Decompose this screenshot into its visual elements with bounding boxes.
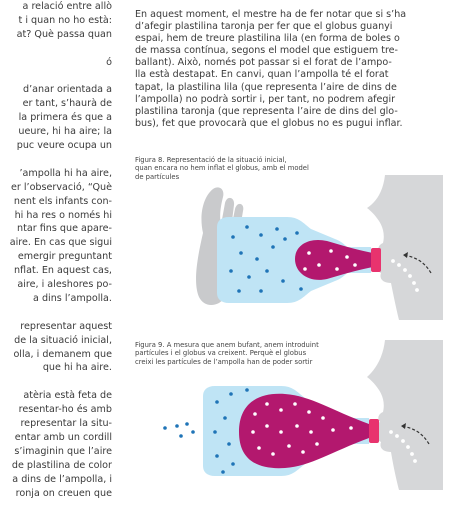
caption-line: de partícules [135, 172, 180, 181]
left-text-line: puc veure ocupa un [16, 140, 112, 151]
left-text-line: emergir preguntant [17, 251, 112, 263]
main-paragraph [135, 9, 445, 130]
caption-line: quan encara no hem inflat el globus, amb el model [135, 164, 309, 173]
main-text-line: lla està destapat. En canvi, quan l’ampolla té el forat [135, 69, 389, 81]
caption-line: Figura 9. A mesura que anem bufant, anem introduint [135, 341, 319, 349]
balloon-shape [295, 240, 373, 280]
left-text-line: a dins de l’ampolla, i [12, 473, 112, 485]
left-text-line: representar la situ- [20, 418, 112, 429]
figure8-illustration [185, 175, 443, 320]
left-text-line: er l’observació, “Què [10, 181, 112, 193]
left-text-line: ntar fins que apare- [17, 223, 112, 235]
main-text-line: ballant). Això, només pot passar si el forat de l’ampo- [135, 57, 392, 69]
main-text-line: de massa contínua, segons el model que estiguem tre- [135, 45, 398, 57]
left-text-line: s’imaginin que l’aire [14, 445, 112, 457]
main-text-line: l’ampolla) no podrà sortir i, per tant, no podrem afegir [135, 93, 396, 105]
main-text-line: bus), fet que provocarà que el globus no es pugui inflar. [135, 117, 403, 129]
left-text-line: aire. En cas que sigui [9, 237, 112, 249]
left-text-line: que hi ha aire. [42, 362, 112, 374]
left-text-line: entar amb un cordill [14, 431, 112, 443]
left-text-line: ’ampolla hi ha aire, [19, 167, 112, 179]
left-text-line: nflat. En aquest cas, [13, 265, 112, 277]
left-text-line: resentar-ho és amb [18, 404, 112, 416]
left-text-line: de la situació inicial, [14, 334, 112, 346]
left-text-line: ronja on creuen que [15, 487, 112, 499]
left-text-line: hi ha res o només hi [14, 209, 112, 221]
main-text-line: tapat, la plastilina lila (que representa l’aire de dins de [135, 81, 397, 93]
left-text-line: la primera és que a [18, 112, 112, 124]
left-text-line: ó [106, 56, 112, 68]
figure9-illustration [155, 340, 443, 490]
left-text-column [0, 0, 118, 509]
left-text-line: a dins l’ampolla. [33, 292, 112, 304]
left-text-line: de plastilina de color [11, 459, 112, 471]
main-text-column [135, 9, 445, 130]
left-text-line: ueure, hi ha aire; la [18, 126, 112, 138]
caption-line: creixi les partícules de l’ampolla han de poder sortir [135, 357, 313, 366]
left-text-line: atèria està feta de [23, 390, 112, 402]
left-text-line: representar aquest [20, 320, 112, 332]
left-text-line: er tant, s’haurà de [22, 98, 112, 110]
left-text-line: t i quan no ho està: [18, 14, 112, 26]
left-text-line: at? Què passa quan [16, 28, 112, 40]
caption-line: Figura 8. Representació de la situació inicial, [135, 156, 287, 164]
face-silhouette [367, 340, 443, 490]
left-text-line: aire, i aleshores po- [17, 279, 112, 290]
left-text-line: a relació entre allò [22, 1, 112, 12]
escaping-particles [163, 422, 195, 438]
main-text-line: En aquest moment, el mestre ha de fer notar que si s’ha [135, 9, 407, 20]
main-text-line: plastilina taronja (que representa l’aire de dins del glo- [135, 105, 398, 117]
left-text-line: olla, i demanem que [13, 348, 112, 360]
caption-line: partícules i el globus va creixent. Perquè el globus [135, 349, 307, 358]
left-text-line: d’anar orientada a [23, 84, 112, 96]
bottle-neck-ring [371, 248, 381, 272]
face-silhouette [367, 175, 443, 320]
main-text-line: d’afegir plastilina taronja per fer que el globus guanyi [135, 21, 393, 33]
left-text-line: nent els infants con- [13, 195, 112, 207]
main-text-line: espai, hem de treure plastilina lila (en forma de boles o [135, 33, 400, 45]
balloon-shape [239, 394, 369, 468]
bottle-neck-ring [369, 419, 379, 443]
